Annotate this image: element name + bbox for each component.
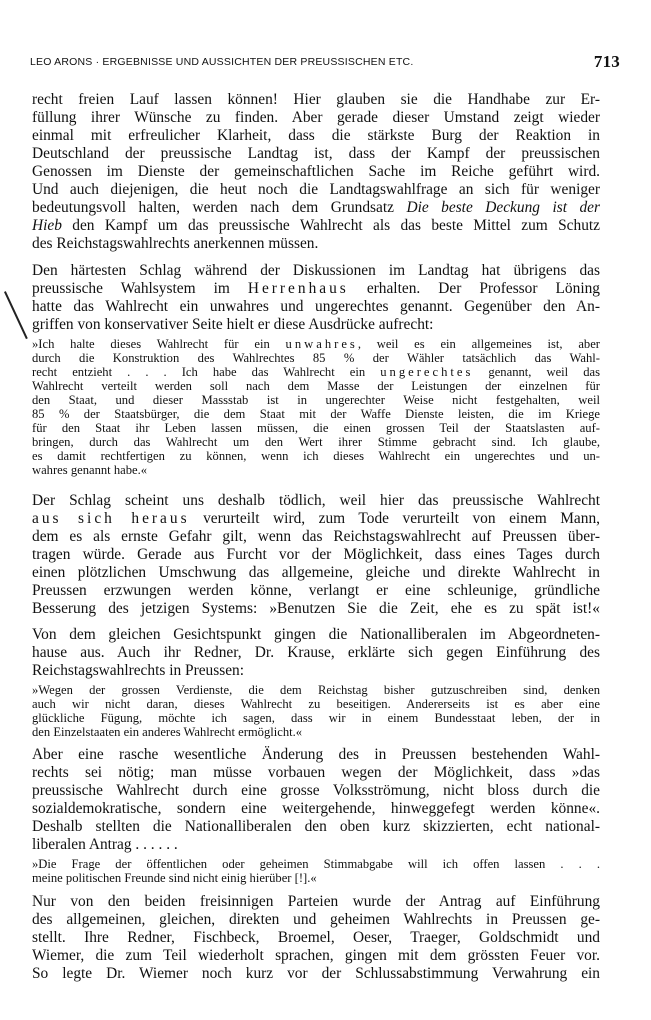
spaced-emphasis: ungerechtes: [380, 365, 474, 379]
spaced-emphasis: aus sich heraus: [32, 510, 190, 527]
text-line: hatte das Wahlrecht ein unwahres und ungerechtes genannt. Gegenüber den An-: [32, 298, 600, 315]
text-line: des allgemeinen, gleichen, direkten und geheimen Wahlrechts in Preussen ge-: [32, 911, 600, 928]
quote-line: auch wir nicht daran, dieses Wahlrecht zu beseitigen. Andererseits ist es aber eine: [32, 697, 600, 711]
quote-line: den Staat, und dieser Massstab ist in ungerechter Weise nicht festgehalten, weil: [32, 393, 600, 407]
text-line: recht freien Lauf lassen können! Hier glauben sie die Handhabe zur Er-: [32, 91, 600, 108]
spaced-emphasis: unwahres: [285, 337, 358, 351]
text-line: Wiemer, die zum Teil wiederholt sprachen, gingen mit dem grössten Feuer vor.: [32, 947, 600, 964]
quote-line: wahres genannt habe.«: [32, 463, 148, 477]
text-line: Genossen im Dienste der gemeinschaftlichen Sache im Reiche geführt wird.: [32, 163, 600, 180]
running-title: LEO ARONS · ERGEBNISSE UND AUSSICHTEN DER PREUSSISCHEN ETC.: [30, 56, 414, 68]
page-number: 713: [593, 52, 620, 71]
text-line: Der Schlag scheint uns deshalb tödlich, weil hier das preussische Wahlrecht: [32, 492, 600, 509]
text-line: liberalen Antrag . . . . . .: [32, 836, 178, 853]
italic-motto: Hieb: [32, 217, 62, 234]
text-line: aus sich heraus verurteilt wird, zum Tode verurteilt von einem Mann,: [32, 510, 600, 527]
quote-line: durch die Konstruktion des Wahlrechtes 85 % der Wähler tatsächlich das Wahl-: [32, 351, 600, 365]
text-line: Preussen erzwungen werden könne, verlangt er eine schleunige, gründliche: [32, 582, 600, 599]
text-line: Aber eine rasche wesentliche Änderung des in Preussen bestehenden Wahl-: [32, 746, 600, 763]
text-line: stellt. Ihre Redner, Fischbeck, Broemel, Oeser, Traeger, Goldschmidt und: [32, 929, 600, 946]
text-line: hause aus. Auch ihr Redner, Dr. Krause, erklärte sich gegen Einführung des: [32, 644, 600, 661]
text-line: Von dem gleichen Gesichtspunkt gingen die Nationalliberalen im Abgeordneten-: [32, 626, 600, 643]
text-line: tragen würde. Gerade aus Furcht vor der Möglichkeit, dass eines Tages durch: [32, 546, 600, 563]
text-line: dem es als ernste Gefahr gilt, wenn das Reichstagswahlrecht auf Preussen über-: [32, 528, 600, 545]
italic-motto: Die beste Deckung ist der: [406, 199, 600, 216]
text-line: preussische Wahlsystem im Herrenhaus erhalten. Der Professor Löning: [32, 280, 600, 297]
running-header: [30, 52, 620, 72]
text-line: einen plötzlichen Umschwung das allgemeine, gleiche und direkte Wahlrecht in: [32, 564, 600, 581]
quote-line: den Einzelstaaten ein anderes Wahlrecht ermöglicht.«: [32, 725, 303, 739]
text-line: So legte Dr. Wiemer noch kurz vor der Schlussabstimmung Verwahrung ein: [32, 965, 600, 982]
quote-line: für den Staat ihr Leben lassen müssen, die einen grossen Teil der Staatslasten auf-: [32, 421, 600, 435]
spaced-emphasis: Herrenhaus: [247, 280, 349, 297]
quote-line: »Die Frage der öffentlichen oder geheimen Stimmabgabe will ich offen lassen . . .: [32, 857, 600, 871]
quote-line: recht entzieht . . . Ich habe das Wahlrecht ein ungerechtes genannt, weil das: [32, 365, 601, 379]
text-line: Deshalb stellten die Nationalliberalen den oben kurz skizzierten, echt national-: [32, 818, 600, 835]
quote-line: meine politischen Freunde sind nicht einig hierüber [!].«: [32, 871, 317, 885]
text-line: Deutschland der preussische Landtag ist, dass der Kampf der preussischen: [32, 145, 600, 162]
margin-pencil-mark: [4, 291, 28, 339]
quote-line: 85 % der Staatsbürger, die dem Staat mit der Waffe Dienste leisten, die im Kriege: [32, 407, 600, 421]
text-line: bedeutungsvoll halten, werden nach dem Grundsatz Die beste Deckung ist der: [32, 199, 600, 216]
text-line: des Reichstagswahlrechts anerkennen müssen.: [32, 235, 319, 252]
quote-line: es damit rechtfertigen zu können, wenn ich dieses Wahlrecht ein ungerechtes und un-: [32, 449, 600, 463]
text-line: griffen von konservativer Seite hielt er diese Ausdrücke aufrecht:: [32, 316, 434, 333]
text-line: einmal mit erfreulicher Klarheit, dass die stärkste Burg der Reaktion in: [32, 127, 600, 144]
quote-line: Wahlrecht verteilt werden soll nach dem Masse der Leistungen der einzelnen für: [32, 379, 600, 393]
text-line: Hieb den Kampf um das preussische Wahlrecht als das beste Mittel zum Schutz: [32, 217, 600, 234]
text-line: Reichstagswahlrechts in Preussen:: [32, 662, 245, 679]
quote-line: »Ich halte dieses Wahlrecht für ein unwahres, weil es ein allgemeines ist, aber: [32, 337, 601, 351]
text-line: sozialdemokratische, sondern eine weitergehende, hinweggefegt werden könne«.: [32, 800, 600, 817]
text-line: Nur von den beiden freisinnigen Parteien wurde der Antrag auf Einführung: [32, 893, 600, 910]
text-line: rechts sei nötig; man müsse vorbauen wegen der Möglichkeit, dass »das: [32, 764, 600, 781]
quote-line: glückliche Fügung, möchte ich sagen, dass wir in einem Bundesstaat leben, der in: [32, 711, 600, 725]
text-line: Und auch diejenigen, die heut noch die Landtagswahlfrage an sich für weniger: [32, 181, 600, 198]
text-line: füllung ihrer Wünsche zu finden. Aber gerade dieser Umstand zeigt wieder: [32, 109, 600, 126]
quote-line: bringen, durch das Wahlrecht um den Wert ihrer Stimme gebracht sind. Ich glaube,: [32, 435, 600, 449]
quote-line: »Wegen der grossen Verdienste, die dem Reichstag bisher gutzuschreiben sind, denken: [32, 683, 600, 697]
text-line: Den härtesten Schlag während der Diskussionen im Landtag hat übrigens das: [32, 262, 600, 279]
text-line: preussische Wahlrecht durch eine grosse Volksströmung, nicht bloss durch die: [32, 782, 600, 799]
text-line: Besserung des jetzigen Systems: »Benutzen Sie die Zeit, ehe es zu spät ist!«: [32, 600, 600, 617]
